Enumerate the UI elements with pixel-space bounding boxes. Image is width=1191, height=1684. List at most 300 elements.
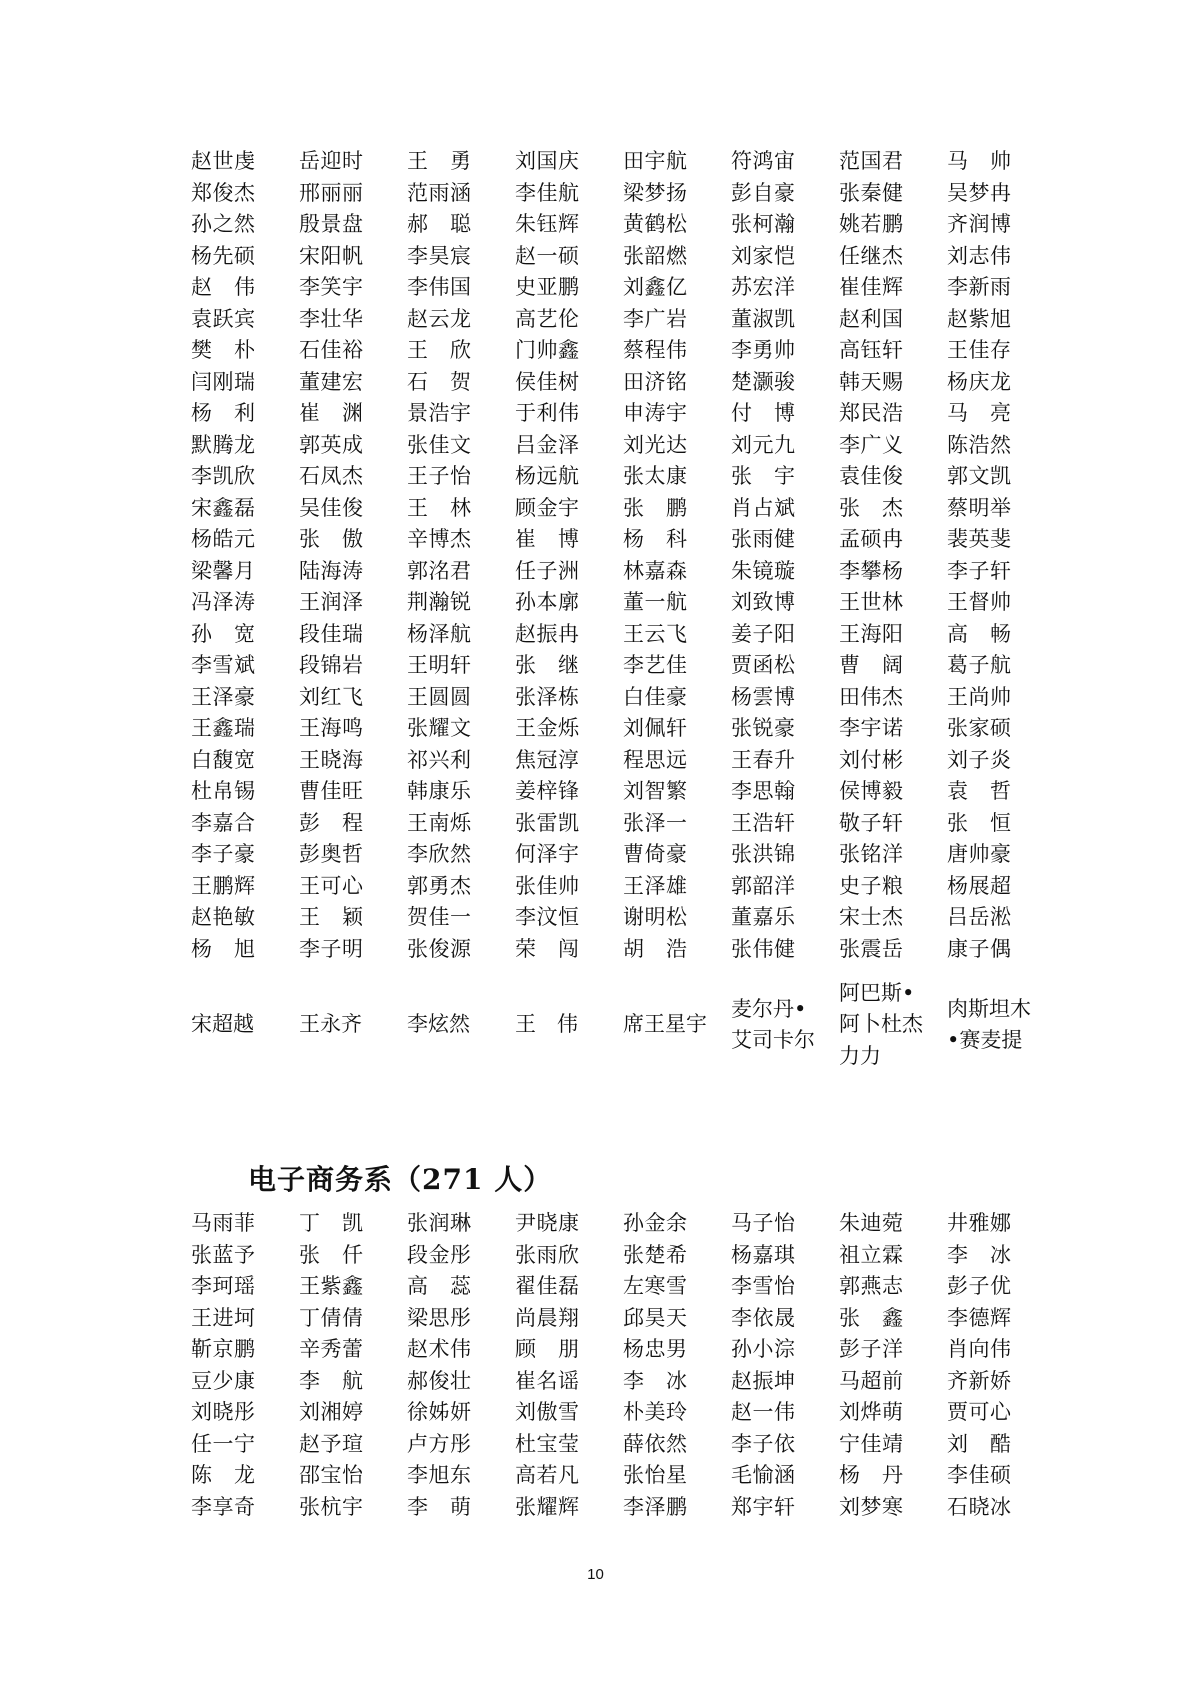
name-cell: 刘子炎 xyxy=(947,747,1012,772)
name-cell: 张俊源 xyxy=(407,936,472,961)
name-cell: 赵世虔 xyxy=(191,149,256,173)
name-cell: 阿巴斯•阿卜杜杰力力 xyxy=(839,980,923,1068)
name-cell: 任继杰 xyxy=(839,243,904,268)
name-cell: 张泽一 xyxy=(623,810,688,835)
name-cell: 张秦健 xyxy=(839,180,904,205)
name-cell: 董淑凯 xyxy=(731,306,796,331)
name-cell: 付 博 xyxy=(731,401,796,425)
name-cell: 张韶燃 xyxy=(623,243,688,268)
name-cell: 胡 浩 xyxy=(623,936,688,961)
name-cell: 符鸿宙 xyxy=(731,149,796,173)
name-cell: 陆海涛 xyxy=(299,558,364,583)
name-cell: 姚若鹏 xyxy=(839,212,904,236)
name-cell: 刘 酷 xyxy=(947,1431,1012,1456)
name-cell: 贺佳一 xyxy=(407,905,472,929)
name-cell: 李享奇 xyxy=(191,1494,256,1519)
name-cell: 王尚帅 xyxy=(947,684,1012,709)
name-cell: 李 冰 xyxy=(947,1242,1012,1267)
name-cell: 石晓冰 xyxy=(947,1494,1012,1519)
name-cell: 宋鑫磊 xyxy=(191,495,256,520)
name-cell: 马雨菲 xyxy=(191,1211,256,1235)
name-cell: 段金彤 xyxy=(407,1242,472,1267)
name-cell: 李炫然 xyxy=(407,1012,470,1037)
name-cell: 张佳文 xyxy=(407,432,472,457)
name-cell: 刘志伟 xyxy=(947,243,1012,268)
name-cell: 刘国庆 xyxy=(515,149,580,173)
name-cell: 赵艳敏 xyxy=(191,905,256,929)
name-cell: 刘元九 xyxy=(731,432,796,457)
name-cell: 杨展超 xyxy=(947,873,1012,898)
name-cell: 张 宇 xyxy=(731,464,796,488)
name-cell: 李艺佳 xyxy=(623,653,688,677)
name-cell: 宋士杰 xyxy=(839,905,904,929)
name-cell: 韩天赐 xyxy=(839,369,904,394)
name-cell: 王晓海 xyxy=(299,747,364,772)
name-cell: 王可心 xyxy=(299,873,364,898)
name-cell: 朱钰辉 xyxy=(515,212,580,236)
name-cell: 郝 聪 xyxy=(407,212,472,236)
name-cell: 席王星宇 xyxy=(623,1012,707,1037)
name-cell: 祖立霖 xyxy=(839,1242,904,1267)
name-cell: 赵紫旭 xyxy=(947,306,1012,331)
name-cell: 张 鑫 xyxy=(839,1305,904,1330)
name-cell: 任一宁 xyxy=(191,1431,256,1456)
name-cell: 王鑫瑞 xyxy=(191,716,256,740)
name-cell: 高 蕊 xyxy=(407,1274,472,1298)
name-cell: 刘烨萌 xyxy=(839,1400,904,1424)
name-cell: 肖占斌 xyxy=(731,495,796,520)
name-cell: 李笑宇 xyxy=(299,275,364,299)
name-cell: 岳迎时 xyxy=(299,149,364,173)
name-cell: 杨泽航 xyxy=(407,621,472,646)
name-cell: 景浩宇 xyxy=(407,401,472,425)
name-cell: 孙之然 xyxy=(191,212,256,236)
name-cell: 崔佳辉 xyxy=(839,275,904,299)
name-cell: 康子偶 xyxy=(947,936,1012,961)
name-cell: 王云飞 xyxy=(623,621,688,646)
name-cell: 曹 阔 xyxy=(839,653,904,677)
name-cell: 梁思彤 xyxy=(407,1305,472,1330)
name-cell: 刘家恺 xyxy=(731,243,796,268)
name-cell: 梁馨月 xyxy=(191,558,256,583)
name-cell: 袁跃宾 xyxy=(191,306,256,331)
name-cell: 辛博杰 xyxy=(407,527,472,551)
name-cell: 焦冠淳 xyxy=(515,747,580,772)
name-cell: 邵宝怡 xyxy=(299,1463,364,1487)
name-cell: 赵云龙 xyxy=(407,306,472,331)
name-cell: 张雷凯 xyxy=(515,810,580,835)
name-cell: 丁倩倩 xyxy=(299,1305,364,1330)
name-cell: 李佳航 xyxy=(515,180,580,205)
name-cell: 吕金泽 xyxy=(515,432,580,457)
name-cell: 马超前 xyxy=(839,1368,904,1393)
name-cell: 崔 博 xyxy=(515,527,580,551)
name-cell: 李 航 xyxy=(299,1368,364,1393)
name-cell: 孙本廓 xyxy=(515,590,580,614)
name-cell: 高 畅 xyxy=(947,621,1012,646)
name-cell: 姜梓锋 xyxy=(515,779,580,803)
name-cell: 李子豪 xyxy=(191,842,256,866)
name-cell: 李珂瑶 xyxy=(191,1274,256,1298)
name-cell: 李壮华 xyxy=(299,306,364,331)
name-cell: 曹佳旺 xyxy=(299,779,364,803)
name-cell: 闫刚瑞 xyxy=(191,369,256,394)
name-cell: 彭子洋 xyxy=(839,1337,904,1361)
name-cell: 吴佳俊 xyxy=(299,495,364,520)
name-cell: 张雨欣 xyxy=(515,1242,580,1267)
name-cell: 郭文凯 xyxy=(947,464,1012,488)
name-cell: 王春升 xyxy=(731,747,796,772)
name-cell: 刘晓彤 xyxy=(191,1400,256,1424)
name-cell: 孙金余 xyxy=(623,1211,688,1235)
name-cell: 蔡程伟 xyxy=(623,338,688,362)
name-cell: 石佳裕 xyxy=(299,338,364,362)
name-cell: 王圆圆 xyxy=(407,684,472,709)
name-cell: 崔名谣 xyxy=(515,1368,580,1393)
name-cell: 白馥宽 xyxy=(191,747,256,772)
name-cell: 郭勇杰 xyxy=(407,873,472,898)
name-cell: 杨皓元 xyxy=(191,527,256,551)
name-cell: 陈 龙 xyxy=(191,1463,256,1487)
name-cell: 李广岩 xyxy=(623,306,688,331)
name-cell: 何泽宇 xyxy=(515,842,580,866)
name-cell: 刘智繁 xyxy=(623,779,688,803)
name-cell: 薛依然 xyxy=(623,1431,688,1456)
name-cell: 赵一硕 xyxy=(515,243,580,268)
name-cell: 张家硕 xyxy=(947,716,1012,740)
name-cell: 敬子轩 xyxy=(839,810,904,835)
name-cell: 李子轩 xyxy=(947,558,1012,583)
name-cell: 李旭东 xyxy=(407,1463,472,1487)
name-cell: 申涛宇 xyxy=(623,401,688,425)
name-cell: 赵一伟 xyxy=(731,1400,796,1424)
name-cell: 张 鹏 xyxy=(623,495,688,520)
name-cell: 杨 利 xyxy=(191,401,256,425)
name-cell: 杨 旭 xyxy=(191,936,256,961)
name-cell: 张 继 xyxy=(515,653,580,677)
name-cell: 李伟国 xyxy=(407,275,472,299)
name-cell: 李雪怡 xyxy=(731,1274,796,1298)
name-cell: 王进坷 xyxy=(191,1305,256,1330)
name-list-grid-ecommerce xyxy=(191,1208,1055,1523)
name-cell: 张怡星 xyxy=(623,1463,688,1487)
name-cell: 王泽雄 xyxy=(623,873,688,898)
name-cell: 田伟杰 xyxy=(839,684,904,709)
name-cell: 麦尔丹•艾司卡尔 xyxy=(731,996,815,1052)
name-cell: 朴美玲 xyxy=(623,1400,688,1424)
name-cell: 张耀辉 xyxy=(515,1494,580,1519)
name-cell: 石凤杰 xyxy=(299,464,364,488)
name-cell: 李嘉合 xyxy=(191,810,256,835)
name-cell: 豆少康 xyxy=(191,1368,256,1393)
name-cell: 毛愉涵 xyxy=(731,1463,796,1487)
name-cell: 李泽鹏 xyxy=(623,1494,688,1519)
name-cell: 顾金宇 xyxy=(515,495,580,520)
name-cell: 尚晨翔 xyxy=(515,1305,580,1330)
name-cell: 马 亮 xyxy=(947,401,1012,425)
name-cell: 裴英斐 xyxy=(947,527,1012,551)
name-cell: 靳京鹏 xyxy=(191,1337,256,1361)
name-cell: 张耀文 xyxy=(407,716,472,740)
name-cell: 殷景盘 xyxy=(299,212,364,236)
name-cell: 王永齐 xyxy=(299,1012,362,1037)
name-cell: 林嘉森 xyxy=(623,558,688,583)
name-cell: 冯泽涛 xyxy=(191,590,256,614)
name-cell: 郑宇轩 xyxy=(731,1494,796,1519)
name-cell: 李德辉 xyxy=(947,1305,1012,1330)
name-cell: 楚灏骏 xyxy=(731,369,796,394)
name-cell: 王 欣 xyxy=(407,338,472,362)
name-cell: 王佳存 xyxy=(947,338,1012,362)
name-cell: 王世林 xyxy=(839,590,904,614)
name-cell: 朱迪菀 xyxy=(839,1211,904,1235)
name-cell: 李昊宸 xyxy=(407,243,472,268)
name-cell: 赵利国 xyxy=(839,306,904,331)
name-cell: 孙 宽 xyxy=(191,621,256,646)
name-cell: 张 傲 xyxy=(299,527,364,551)
name-cell: 贾函松 xyxy=(731,653,796,677)
name-cell: 齐润博 xyxy=(947,212,1012,236)
name-cell: 李雪斌 xyxy=(191,653,256,677)
name-cell: 曹倚豪 xyxy=(623,842,688,866)
name-cell: 孟硕冉 xyxy=(839,527,904,551)
name-cell: 杜帛锡 xyxy=(191,779,256,803)
name-cell: 梁梦扬 xyxy=(623,180,688,205)
name-cell: 程思远 xyxy=(623,747,688,772)
name-cell: 张润琳 xyxy=(407,1211,472,1235)
name-cell: 王鹏辉 xyxy=(191,873,256,898)
name-cell: 张柯瀚 xyxy=(731,212,796,236)
name-cell: 李子明 xyxy=(299,936,364,961)
name-cell: 彭自豪 xyxy=(731,180,796,205)
name-cell: 荆瀚锐 xyxy=(407,590,472,614)
name-cell: 张太康 xyxy=(623,464,688,488)
name-cell: 丁 凯 xyxy=(299,1211,364,1235)
name-cell: 杨忠男 xyxy=(623,1337,688,1361)
name-cell: 段佳瑞 xyxy=(299,621,364,646)
name-cell: 李佳硕 xyxy=(947,1463,1012,1487)
name-cell: 刘佩轩 xyxy=(623,716,688,740)
name-cell: 宋超越 xyxy=(191,1012,254,1037)
name-cell: 杨先硕 xyxy=(191,243,256,268)
name-cell: 董建宏 xyxy=(299,369,364,394)
name-cell: 陈浩然 xyxy=(947,432,1012,457)
name-cell: 李思翰 xyxy=(731,779,796,803)
name-cell: 刘梦寒 xyxy=(839,1494,904,1519)
name-cell: 侯佳树 xyxy=(515,369,580,394)
name-cell: 杨 科 xyxy=(623,527,688,551)
name-list-grid xyxy=(191,146,1055,965)
name-cell: 李凯欣 xyxy=(191,464,256,488)
name-cell: 邱昊天 xyxy=(623,1305,688,1330)
name-cell: 宋阳帆 xyxy=(299,243,364,268)
name-cell: 田济铭 xyxy=(623,369,688,394)
name-cell: 肖向伟 xyxy=(947,1337,1012,1361)
name-cell: 吴梦冉 xyxy=(947,180,1012,205)
name-cell: 郝俊壮 xyxy=(407,1368,472,1393)
name-cell: 王南烁 xyxy=(407,810,472,835)
name-cell: 彭 程 xyxy=(299,810,364,835)
name-cell: 张震岳 xyxy=(839,936,904,961)
name-cell: 张洪锦 xyxy=(731,842,796,866)
name-cell: 于利伟 xyxy=(515,401,580,425)
name-cell: 赵 伟 xyxy=(191,275,256,299)
name-cell: 杨雲博 xyxy=(731,684,796,709)
name-cell: 吕岳淞 xyxy=(947,905,1012,929)
name-cell: 张蓝予 xyxy=(191,1242,256,1267)
name-cell: 郭燕志 xyxy=(839,1274,904,1298)
name-cell: 刘傲雪 xyxy=(515,1400,580,1424)
name-cell: 李广义 xyxy=(839,432,904,457)
name-cell: 王紫鑫 xyxy=(299,1274,364,1298)
name-cell: 姜子阳 xyxy=(731,621,796,646)
name-cell: 张杭宇 xyxy=(299,1494,364,1519)
name-cell: 郭洺君 xyxy=(407,558,472,583)
section-heading: 电子商务系（271 人） xyxy=(248,1163,553,1196)
name-cell: 赵振坤 xyxy=(731,1368,796,1393)
name-cell: 王 勇 xyxy=(407,149,472,173)
name-cell: 李 萌 xyxy=(407,1494,472,1519)
name-cell: 彭子优 xyxy=(947,1274,1012,1298)
name-cell: 刘湘婷 xyxy=(299,1400,364,1424)
name-cell: 彭奥哲 xyxy=(299,842,364,866)
name-cell: 唐帅豪 xyxy=(947,842,1012,866)
name-cell: 肉斯坦木•赛麦提 xyxy=(947,996,1031,1052)
name-cell: 张泽栋 xyxy=(515,684,580,709)
name-cell: 刘致博 xyxy=(731,590,796,614)
name-cell: 王浩轩 xyxy=(731,810,796,835)
name-cell: 王海鸣 xyxy=(299,716,364,740)
name-cell: 赵振冉 xyxy=(515,621,580,646)
name-cell: 左寒雪 xyxy=(623,1274,688,1298)
name-cell: 杨庆龙 xyxy=(947,369,1012,394)
name-cell: 李新雨 xyxy=(947,275,1012,299)
name-cell: 黄鹤松 xyxy=(623,212,688,236)
name-cell: 白佳豪 xyxy=(623,684,688,709)
name-cell: 王明轩 xyxy=(407,653,472,677)
name-cell: 王润泽 xyxy=(299,590,364,614)
name-cell: 李依晟 xyxy=(731,1305,796,1330)
name-cell: 王 颖 xyxy=(299,905,364,929)
name-cell: 默腾龙 xyxy=(191,432,256,457)
name-cell: 刘光达 xyxy=(623,432,688,457)
name-cell: 谢明松 xyxy=(623,905,688,929)
name-cell: 杨嘉琪 xyxy=(731,1242,796,1267)
name-cell: 徐姊妍 xyxy=(407,1400,472,1424)
name-cell: 杜宝莹 xyxy=(515,1431,580,1456)
name-cell: 王督帅 xyxy=(947,590,1012,614)
name-cell: 张锐豪 xyxy=(731,716,796,740)
name-cell: 王金烁 xyxy=(515,716,580,740)
name-cell: 张铭洋 xyxy=(839,842,904,866)
name-cell: 卢方彤 xyxy=(407,1431,472,1456)
name-cell: 辛秀蕾 xyxy=(299,1337,364,1361)
name-cell: 杨远航 xyxy=(515,464,580,488)
name-cell: 葛子航 xyxy=(947,653,1012,677)
name-cell: 段锦岩 xyxy=(299,653,364,677)
name-cell: 杨 丹 xyxy=(839,1463,904,1487)
name-cell: 郭英成 xyxy=(299,432,364,457)
name-cell: 任子洲 xyxy=(515,558,580,583)
name-cell: 张 恒 xyxy=(947,810,1012,835)
page-number: 10 xyxy=(587,1566,604,1583)
name-cell: 孙小淙 xyxy=(731,1337,796,1361)
name-cell: 邢丽丽 xyxy=(299,180,364,205)
name-cell: 高艺伦 xyxy=(515,306,580,331)
name-cell: 翟佳磊 xyxy=(515,1274,580,1298)
name-cell: 史子粮 xyxy=(839,873,904,898)
name-cell: 尹晓康 xyxy=(515,1211,580,1235)
name-cell: 袁佳俊 xyxy=(839,464,904,488)
name-cell: 石 贺 xyxy=(407,369,472,394)
name-cell: 范雨涵 xyxy=(407,180,472,205)
name-cell: 史亚鹏 xyxy=(515,275,580,299)
name-cell: 李勇帅 xyxy=(731,338,796,362)
name-cell: 祁兴利 xyxy=(407,747,472,772)
name-cell: 王泽豪 xyxy=(191,684,256,709)
name-cell: 刘红飞 xyxy=(299,684,364,709)
name-cell: 郑俊杰 xyxy=(191,180,256,205)
name-cell: 齐新娇 xyxy=(947,1368,1012,1393)
name-cell: 张雨健 xyxy=(731,527,796,551)
name-cell: 苏宏洋 xyxy=(731,275,796,299)
name-cell: 王 伟 xyxy=(515,1012,578,1037)
name-cell: 赵予瑄 xyxy=(299,1431,364,1456)
name-cell: 刘付彬 xyxy=(839,747,904,772)
name-cell: 马 帅 xyxy=(947,149,1012,173)
name-cell: 范国君 xyxy=(839,149,904,173)
name-cell: 张佳帅 xyxy=(515,873,580,898)
name-cell: 李攀杨 xyxy=(839,558,904,583)
name-cell: 王海阳 xyxy=(839,621,904,646)
name-cell: 蔡明举 xyxy=(947,495,1012,520)
name-cell: 张 仟 xyxy=(299,1242,364,1267)
name-cell: 樊 朴 xyxy=(191,338,256,362)
name-cell: 门帅鑫 xyxy=(515,338,580,362)
name-cell: 张楚希 xyxy=(623,1242,688,1267)
name-cell: 袁 哲 xyxy=(947,779,1012,803)
name-cell: 侯博毅 xyxy=(839,779,904,803)
name-cell: 井雅娜 xyxy=(947,1211,1012,1235)
name-cell: 宁佳靖 xyxy=(839,1431,904,1456)
name-cell: 朱镜璇 xyxy=(731,558,796,583)
name-cell: 王 林 xyxy=(407,495,472,520)
name-cell: 张伟健 xyxy=(731,936,796,961)
name-cell: 董一航 xyxy=(623,590,688,614)
name-cell: 韩康乐 xyxy=(407,779,472,803)
name-cell: 高钰轩 xyxy=(839,338,904,362)
name-cell: 刘鑫亿 xyxy=(623,275,688,299)
name-cell: 李汶恒 xyxy=(515,905,580,929)
name-cell: 李 冰 xyxy=(623,1368,688,1393)
name-cell: 崔 渊 xyxy=(299,401,364,425)
name-list-last-row xyxy=(191,961,1055,1089)
name-cell: 田宇航 xyxy=(623,149,688,173)
name-cell: 贾可心 xyxy=(947,1400,1012,1424)
name-cell: 顾 朋 xyxy=(515,1337,580,1361)
name-cell: 李欣然 xyxy=(407,842,472,866)
name-cell: 董嘉乐 xyxy=(731,905,796,929)
name-cell: 高若凡 xyxy=(515,1463,580,1487)
name-cell: 马子怡 xyxy=(731,1211,796,1235)
name-cell: 赵术伟 xyxy=(407,1337,472,1361)
name-cell: 李子依 xyxy=(731,1431,796,1456)
name-cell: 张 杰 xyxy=(839,495,904,520)
name-cell: 郑民浩 xyxy=(839,401,904,425)
name-cell: 王子怡 xyxy=(407,464,472,488)
name-cell: 李宇诺 xyxy=(839,716,904,740)
name-cell: 郭韶洋 xyxy=(731,873,796,898)
